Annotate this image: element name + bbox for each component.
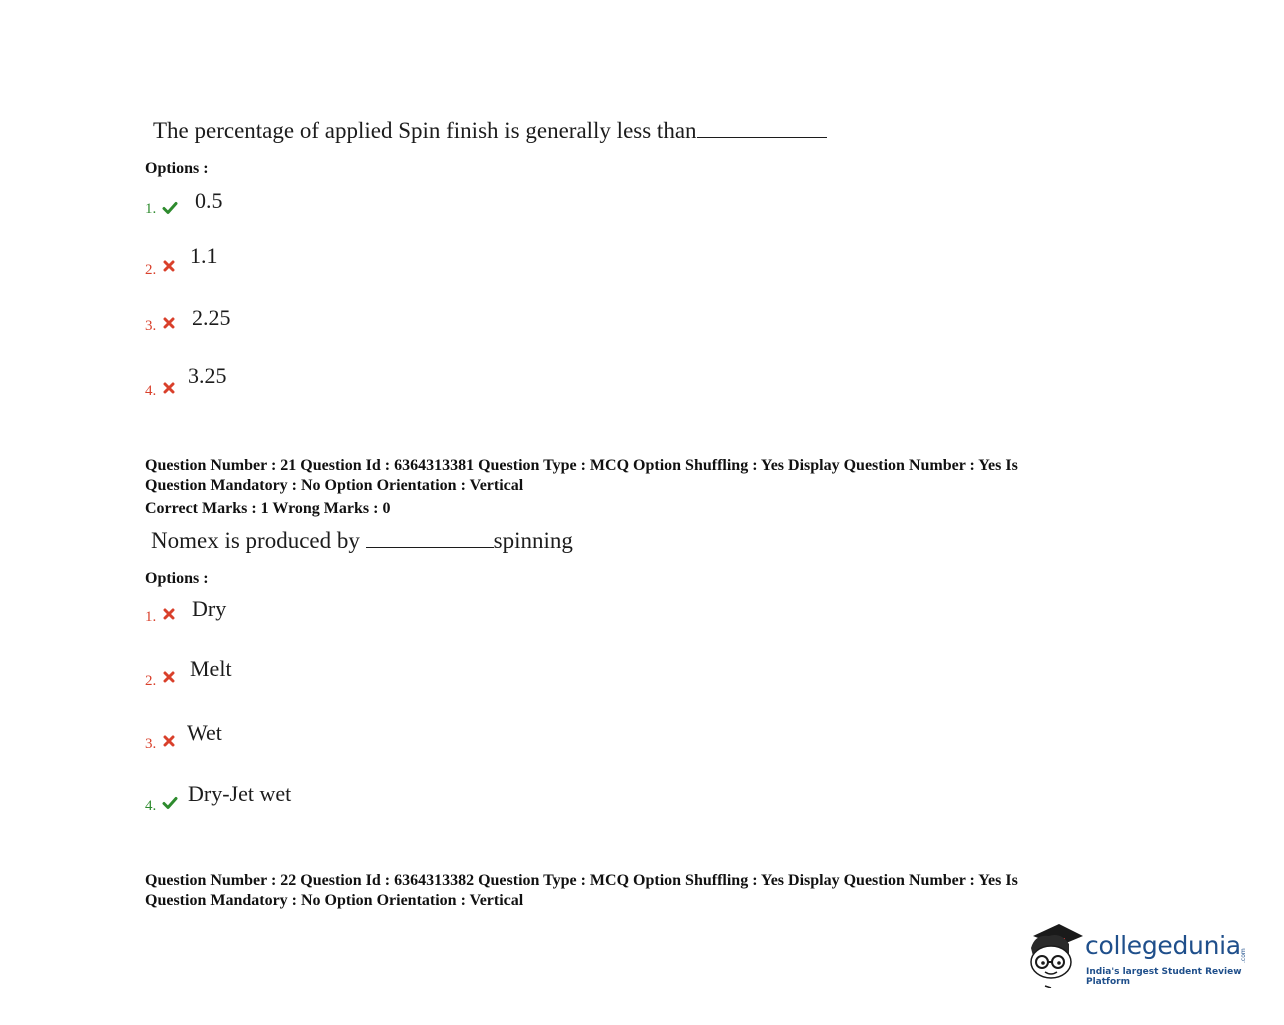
question-21-prefix: Nomex is produced by	[151, 528, 360, 553]
option-text: 0.5	[195, 188, 223, 213]
option-number: 4.	[145, 798, 157, 814]
cross-icon	[163, 317, 175, 329]
answer-blank	[697, 119, 827, 138]
option-text: Dry-Jet wet	[188, 781, 292, 806]
cross-icon	[163, 260, 175, 272]
answer-blank	[366, 529, 494, 548]
option-text: 2.25	[192, 305, 231, 330]
option-number: 2.	[145, 673, 157, 689]
options-label: Options :	[145, 160, 209, 177]
logo-tagline: India's largest Student Review Platform	[1086, 967, 1242, 987]
question-21-meta	[145, 456, 1105, 496]
cross-icon	[163, 671, 175, 683]
option-text: Wet	[187, 720, 222, 745]
question-20-prefix: The percentage of applied Spin finish is generally less than	[153, 118, 697, 143]
option-number: 4.	[145, 383, 157, 399]
option-text: 3.25	[188, 363, 227, 388]
question-21-marks: Correct Marks : 1 Wrong Marks : 0	[145, 500, 391, 517]
question-20-text	[153, 118, 827, 144]
question-meta-line: Question Number : 21 Question Id : 6364313381 Question Type : MCQ Option Shuffling : Yes Display Question Number : Yes Is	[145, 457, 1018, 474]
cross-icon	[163, 608, 175, 620]
option-number: 2.	[145, 262, 157, 278]
option-number: 1.	[145, 201, 157, 217]
logo-name: collegedunia	[1085, 931, 1241, 960]
question-meta-line: Question Mandatory : No Option Orientation : Vertical	[145, 892, 524, 909]
option-number: 3.	[145, 736, 157, 752]
option-text: Dry	[192, 596, 227, 621]
collegedunia-logo	[1025, 915, 1265, 995]
check-icon	[162, 795, 178, 811]
cross-icon	[163, 735, 175, 747]
option-text: Melt	[190, 656, 232, 681]
option-number: 1.	[145, 609, 157, 625]
option-text: 1.1	[190, 243, 218, 268]
question-21-text	[151, 528, 573, 554]
logo-com: .com	[1240, 948, 1247, 963]
mascot-icon	[1025, 918, 1085, 988]
question-meta-line: Question Mandatory : No Option Orientation : Vertical	[145, 477, 524, 494]
question-meta-line: Question Number : 22 Question Id : 6364313382 Question Type : MCQ Option Shuffling : Yes Display Question Number : Yes Is	[145, 872, 1018, 889]
question-22-meta	[145, 871, 1105, 911]
check-icon	[162, 200, 178, 216]
options-label: Options :	[145, 570, 209, 587]
question-21-suffix: spinning	[493, 528, 573, 553]
cross-icon	[163, 382, 175, 394]
option-number: 3.	[145, 318, 157, 334]
